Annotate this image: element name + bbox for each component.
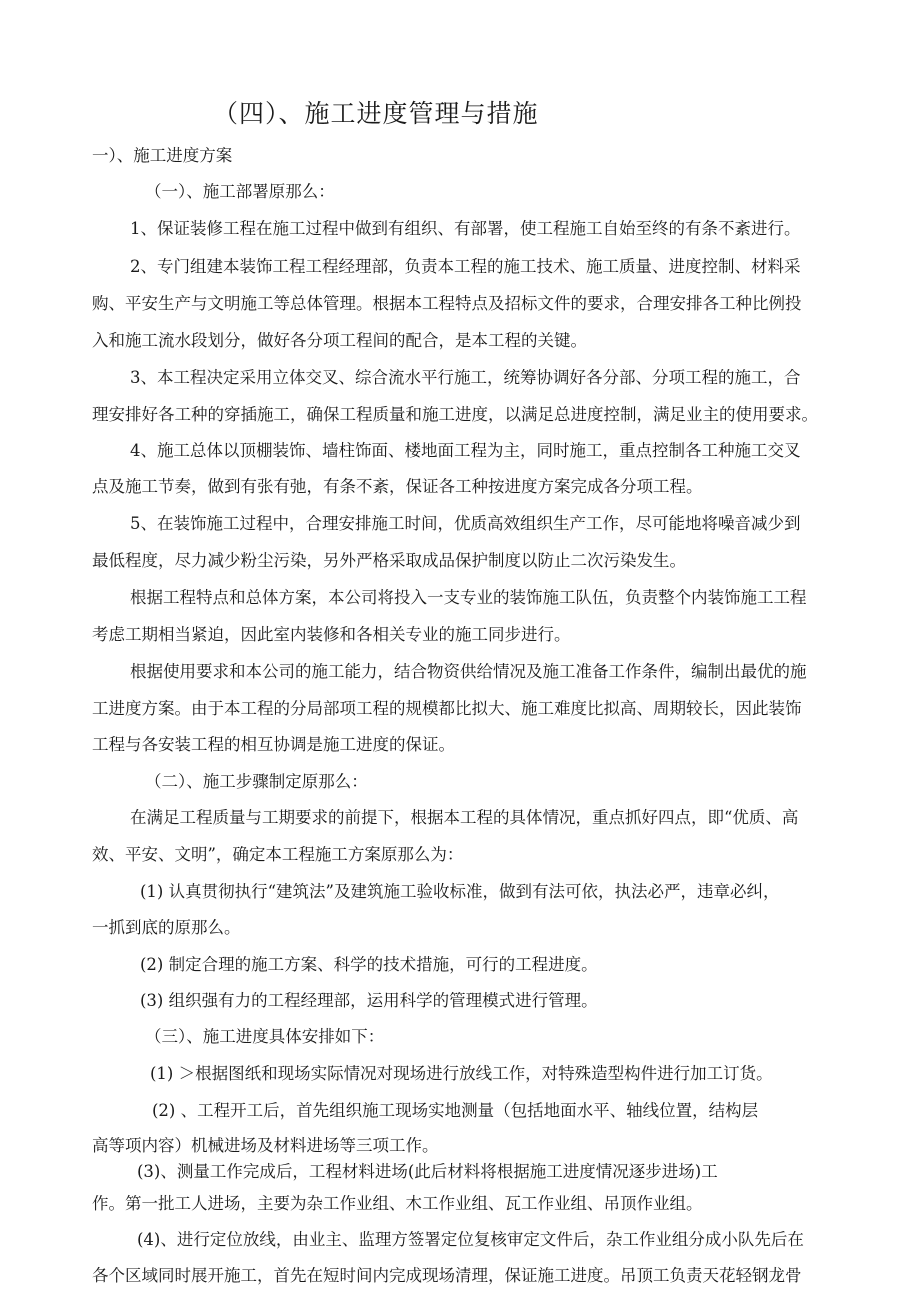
paragraph-line: 点及施工节奏，做到有张有弛，有条不紊，保证各工种按进度方案完成各分项工程。 bbox=[92, 477, 703, 496]
paragraph-line: (4)、进行定位放线，由业主、监理方签署定位复核审定文件后，杂工作业组分成小队先后在 bbox=[137, 1230, 804, 1249]
paragraph-line: 效、平安、文明”，确定本工程施工方案原那么为： bbox=[92, 845, 464, 864]
paragraph-line: (3) 组织强有力的工程经理部，运用科学的管理模式进行管理。 bbox=[140, 991, 598, 1010]
paragraph-line: 最低程度，尽力减少粉尘污染，另外严格采取成品保护制度以防止二次污染发生。 bbox=[92, 551, 686, 570]
paragraph-line: 4、施工总体以顶棚装饰、墙柱饰面、楼地面工程为主，同时施工，重点控制各工种施工交叉 bbox=[130, 441, 801, 460]
paragraph-line: 2、专门组建本装饰工程工程经理部，负责本工程的施工技术、施工质量、进度控制、材料采 bbox=[130, 257, 801, 276]
paragraph-line: 工进度方案。由于本工程的分局部项工程的规模都比拟大、施工难度比拟高、周期较长，因此装饰 bbox=[92, 699, 802, 718]
paragraph-line: 1、保证装修工程在施工过程中做到有组织、有部署，使工程施工自始至终的有条不紊进行。 bbox=[130, 219, 801, 238]
paragraph-line: (1) 认真贯彻执行“建筑法”及建筑施工验收标准，做到有法可依，执法必严，违章必纠， bbox=[140, 882, 780, 901]
paragraph-line: 3、本工程决定采用立体交叉、综合流水平行施工，统筹协调好各分部、分项工程的施工，合 bbox=[130, 368, 801, 387]
document-title: （四）、施工进度管理与措施 bbox=[213, 99, 539, 128]
paragraph-line: 根据使用要求和本公司的施工能力，结合物资供给情况及施工准备工作条件，编制出最优的施 bbox=[130, 662, 807, 681]
paragraph-line: (3)、测量工作完成后，工程材料进场(此后材料将根据施工进度情况逐步进场)工 bbox=[137, 1162, 718, 1181]
paragraph-line: 一抓到底的原那么。 bbox=[92, 918, 241, 937]
paragraph-line: 作。第一批工人进场，主要为杂工作业组、木工作业组、瓦工作业组、吊顶作业组。 bbox=[92, 1194, 703, 1213]
paragraph-line: 购、平安生产与文明施工等总体管理。根据本工程特点及招标文件的要求，合理安排各工种比例投 bbox=[92, 294, 802, 313]
section-heading: 一）、施工进度方案 bbox=[92, 146, 233, 165]
paragraph-line: 各个区域同时展开施工，首先在短时间内完成现场清理，保证施工进度。吊顶工负责天花轻钢龙骨 bbox=[92, 1266, 802, 1285]
paragraph-line: (2) 、工程开工后，首先组织施工现场实地测量（包括地面水平、轴线位置，结构层 bbox=[152, 1101, 759, 1120]
paragraph-line: 5、在装饰施工过程中，合理安排施工时间，优质高效组织生产工作，尽可能地将噪音减少到 bbox=[130, 514, 801, 533]
paragraph-line: 考虑工期相当紧迫，因此室内装修和各相关专业的施工同步进行。 bbox=[92, 625, 571, 644]
paragraph-line: 工程与各安装工程的相互协调是施工进度的保证。 bbox=[92, 735, 455, 754]
paragraph-line: 入和施工流水段划分，做好各分项工程间的配合，是本工程的关键。 bbox=[92, 331, 587, 350]
subsection-heading: （二）、施工步骤制定原那么： bbox=[145, 772, 368, 791]
paragraph-line: 在满足工程质量与工期要求的前提下，根据本工程的具体情况，重点抓好四点，即“优质、高 bbox=[130, 808, 799, 827]
paragraph-line: 理安排好各工种的穿插施工，确保工程质量和施工进度，以满足总进度控制，满足业主的使用要求。 bbox=[92, 405, 818, 424]
subsection-heading: （一）、施工部署原那么： bbox=[145, 182, 335, 201]
paragraph-line: (2) 制定合理的施工方案、科学的技术措施，可行的工程进度。 bbox=[140, 955, 598, 974]
paragraph-line: 高等项内容）机械进场及材料进场等三项工作。 bbox=[92, 1136, 439, 1155]
paragraph-line: 根据工程特点和总体方案，本公司将投入一支专业的装饰施工队伍，负责整个内装饰施工工程 bbox=[130, 588, 807, 607]
paragraph-line: (1) ＞根据图纸和现场实际情况对现场进行放线工作，对特殊造型构件进行加工订货。 bbox=[150, 1064, 773, 1083]
subsection-heading: （三）、施工进度具体安排如下： bbox=[145, 1027, 385, 1046]
